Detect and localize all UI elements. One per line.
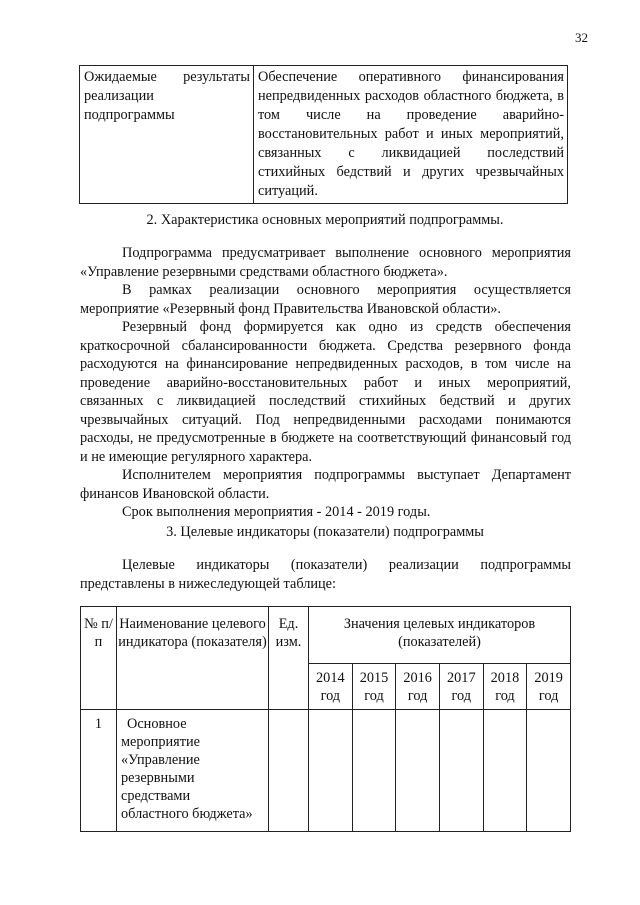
page-number: 32 (575, 30, 588, 45)
summary-label-line: Ожидаемые результаты (84, 69, 250, 85)
indicator-table (80, 606, 571, 832)
row-value-cell (439, 710, 483, 832)
paragraph: Срок выполнения мероприятия - 2014 - 2019 годы. (122, 504, 431, 520)
row-value-cell (527, 710, 571, 832)
table-row (80, 66, 568, 204)
summary-label (80, 66, 254, 204)
section-3-body (80, 556, 571, 593)
paragraph: Подпрограмма предусматривает выполнение основного мероприятия «Управление резервными средствами областного бюджета». (80, 245, 571, 280)
header-num: № п/п (81, 607, 117, 710)
paragraph: Исполнителем мероприятия подпрограммы выступает Департамент финансов Ивановской области. (80, 467, 571, 502)
header-values: Значения целевых индикаторов (показателей) (309, 607, 571, 664)
row-name-line: средствами (121, 788, 191, 804)
row-number: 1 (81, 710, 117, 832)
row-name-line: мероприятие (121, 734, 200, 750)
paragraph: Резервный фонд формируется как одно из средств обеспечения краткосрочной сбалансированности бюджета. Средства резервного фонда расходуются на финансирование непредвиденных расходов, в том числе на проведение аварийно-восстановительных работ и иных мероприятий, связанных с ликвидацией последствий стихийных бедствий и других чрезвычайных ситуаций. Под непредвиденными расходами понимаются расходы, не предусмотренные в бюджете на соответствующий финансовый год и не имеющие регулярного характера. (80, 319, 571, 465)
row-value-cell (483, 710, 527, 832)
header-name: Наименование целевого индикатора (показателя) (117, 607, 269, 710)
row-name (117, 710, 269, 832)
year-header: 2018 год (483, 664, 527, 710)
row-name-line: областного бюджета» (121, 806, 253, 822)
header-unit: Ед. изм. (269, 607, 309, 710)
summary-value: Обеспечение оперативного финансирования непредвиденных расходов областного бюджета, в том числе на проведение аварийно-восстановительных работ и иных мероприятий, связанных с ликвидацией последствий стихийных бедствий и других чрезвычайных ситуаций. (254, 66, 568, 204)
summary-table (79, 65, 568, 204)
row-value-cell (352, 710, 396, 832)
year-header: 2019 год (527, 664, 571, 710)
section-2-heading: 2. Характеристика основных мероприятий подпрограммы. (146, 212, 504, 228)
paragraph: В рамках реализации основного мероприятия осуществляется мероприятие «Резервный фонд Правительства Ивановской области». (80, 282, 571, 317)
year-header: 2016 год (396, 664, 440, 710)
section-3-heading: 3. Целевые индикаторы (показатели) подпрограммы (166, 524, 484, 540)
table-header-row (81, 607, 571, 664)
row-value-cell (396, 710, 440, 832)
row-name-line: «Управление (121, 752, 200, 768)
year-header: 2015 год (352, 664, 396, 710)
row-unit-cell (269, 710, 309, 832)
summary-label-line: реализации (84, 88, 154, 104)
year-header: 2014 год (309, 664, 353, 710)
row-name-line: Основное (127, 716, 187, 732)
table-row (81, 710, 571, 832)
summary-label-line: подпрограммы (84, 107, 175, 123)
row-name-line: резервными (121, 770, 195, 786)
paragraph: Целевые индикаторы (показатели) реализации подпрограммы представлены в нижеследующей таблице: (80, 557, 571, 592)
year-header: 2017 год (439, 664, 483, 710)
row-value-cell (309, 710, 353, 832)
section-2-body (80, 244, 571, 522)
